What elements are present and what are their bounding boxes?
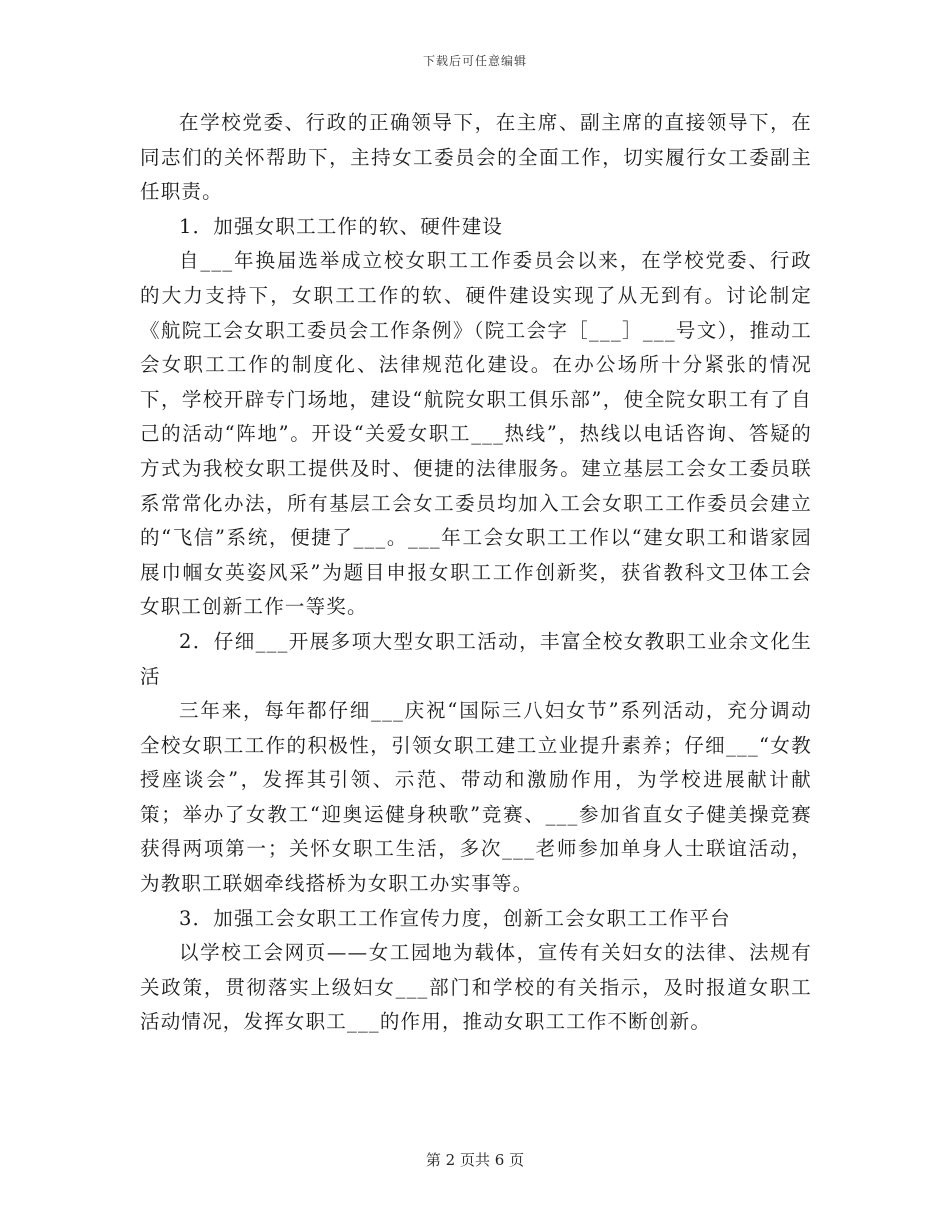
paragraph-intro: 在学校党委、行政的正确领导下，在主席、副主席的直接领导下，在同志们的关怀帮助下，主持女工委员会的全面工作，切实履行女工委副主任职责。	[140, 111, 812, 204]
paragraph-section-2: 三年来，每年都仔细___庆祝“国际三八妇女节”系列活动，充分调动全校女职工工作的积极性，引领女职工建工立业提升素养；仔细___“女教授座谈会”，发挥其引领、示范、带动和激励作用，为学校进展献计献策；举办了女教工“迎奥运健身秧歌”竞赛、___参加省直女子健美操竞赛获得两项第一；关怀女职工生活，多次___老师参加单身人士联谊活动，为教职工联姻牵线搭桥为女职工办实事等。	[140, 699, 812, 896]
section-heading-3: 3．加强工会女职工工作宣传力度，创新工会女职工工作平台	[179, 906, 731, 930]
document-body	[140, 106, 812, 1040]
paragraph-section-1: 自___年换届选举成立校女职工工作委员会以来，在学校党委、行政的大力支持下，女职工工作的软、硬件建设实现了从无到有。讨论制定《航院工会女职工委员会工作条例》（院工会字［___］___号文），推动工会女职工工作的制度化、法律规范化建设。在办公场所十分紧张的情况下，学校开辟专门场地，建设“航院女职工俱乐部”，使全院女职工有了自己的活动“阵地”。开设“关爱女职工___热线”，热线以电话咨询、答疑的方式为我校女职工提供及时、便捷的法律服务。建立基层工会女工委员联系常常化办法，所有基层工会女工委员均加入工会女职工工作委员会建立的“飞信”系统，便捷了___。___年工会女职工工作以“建女职工和谐家园展巾帼女英姿风采”为题目申报女职工工作创新奖，获省教科文卫体工会女职工创新工作一等奖。	[140, 249, 812, 619]
section-heading-1: 1．加强女职工工作的软、硬件建设	[179, 214, 504, 238]
section-heading-2: 2．仔细___开展多项大型女职工活动，丰富全校女教职工业余文化生活	[140, 629, 812, 688]
paragraph-section-3: 以学校工会网页——女工园地为载体，宣传有关妇女的法律、法规有关政策，贯彻落实上级妇女___部门和学校的有关指示，及时报道女职工活动情况，发挥女职工___的作用，推动女职工工作不断创新。	[140, 941, 812, 1034]
header-note: 下载后可任意编辑	[422, 54, 527, 68]
page-number: 第 2 页共 6 页	[425, 1151, 525, 1169]
